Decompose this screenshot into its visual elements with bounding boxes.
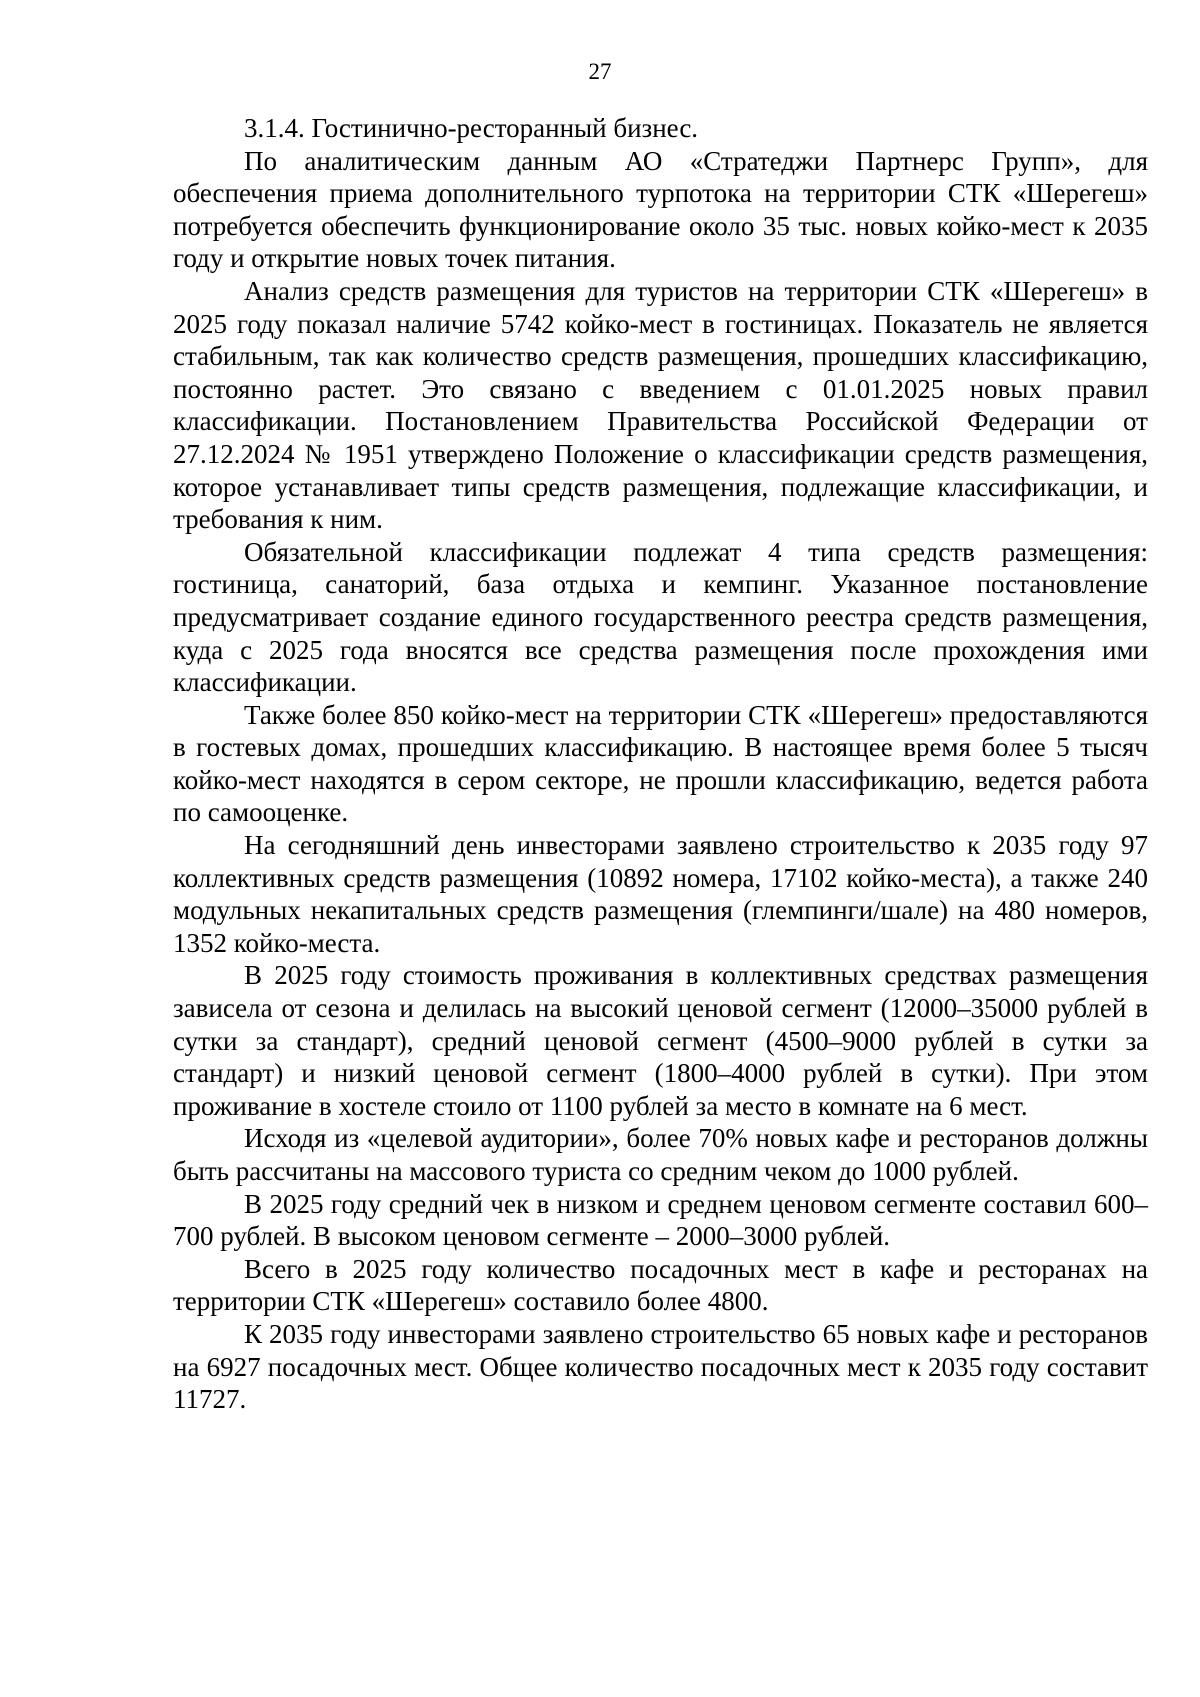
paragraph-guest-houses: Также более 850 койко-мест на территории СТК «Шерегеш» предоставляются в гостевых домах, прошедших классификацию. В настоящее время более 5 тысяч койко-мест находятся в сером секторе, не прошли классификацию, ведется работа по самооценке. — [173, 699, 1148, 828]
paragraph-seats-2035: К 2035 году инвесторами заявлено строительство 65 новых кафе и ресторанов на 6927 посадочных мест. Общее количество посадочных мест к 2035 году составит 11727. — [173, 1318, 1148, 1415]
paragraph-seats-total: Всего в 2025 году количество посадочных мест в кафе и ресторанах на территории СТК «Шерегеш» составило более 4800. — [173, 1253, 1148, 1317]
paragraph-investors-accommodation: На сегодняшний день инвесторами заявлено строительство к 2035 году 97 коллективных средств размещения (10892 номера, 17102 койко-места), а также 240 модульных некапитальных средств размещения (глемпинги/шале) на 480 номеров, 1352 койко-места. — [173, 830, 1148, 958]
paragraph-mandatory-classification: Обязательной классификации подлежат 4 типа средств размещения: гостиница, санаторий, база отдыха и кемпинг. Указанное постановление предусматривает создание единого государственного реестра средств размещения, куда с 2025 года вносятся все средства размещения после прохождения ими классификации. — [173, 536, 1148, 698]
paragraph-accommodation-analysis: Анализ средств размещения для туристов на территории СТК «Шерегеш» в 2025 году показал наличие 5742 койко-мест в гостиницах. Показатель не является стабильным, так как количество средств размещения, прошедших классификацию, постоянно растет. Это связано с введением с 01.01.2025 новых правил классификации. Постановлением Правительства Российской Федерации от 27.12.2024 № 1951 утверждено Положение о классификации средств размещения, которое устанавливает типы средств размещения, подлежащие классификации, и требования к ним. — [173, 275, 1148, 535]
section-heading: 3.1.4. Гостинично-ресторанный бизнес. — [244, 113, 699, 143]
page-number: 27 — [588, 59, 612, 84]
paragraph-target-audience: Исходя из «целевой аудитории», более 70% новых кафе и ресторанов должны быть рассчитаны на массового туриста со средним чеком до 1000 рублей. — [173, 1123, 1148, 1186]
paragraph-average-check: В 2025 году средний чек в низком и среднем ценовом сегменте составил 600–700 рублей. В высоком ценовом сегменте – 2000–3000 рублей. — [173, 1188, 1148, 1252]
paragraph-prices: В 2025 году стоимость проживания в коллективных средствах размещения зависела от сезона и делилась на высокий ценовой сегмент (12000–35000 рублей в сутки за стандарт), средний ценовой сегмент (4500–9000 рублей в сутки за стандарт) и низкий ценовой сегмент (1800–4000 рублей в сутки). При этом проживание в хостеле стоило от 1100 рублей за место в комнате на 6 мест. — [173, 960, 1148, 1121]
document-body — [173, 112, 1148, 1416]
paragraph-analytics: По аналитическим данным АО «Стратеджи Партнерс Групп», для обеспечения приема дополнительного турпотока на территории СТК «Шерегеш» потребуется обеспечить функционирование около 35 тыс. новых койко-мест к 2035 году и открытие новых точек питания. — [173, 145, 1148, 274]
